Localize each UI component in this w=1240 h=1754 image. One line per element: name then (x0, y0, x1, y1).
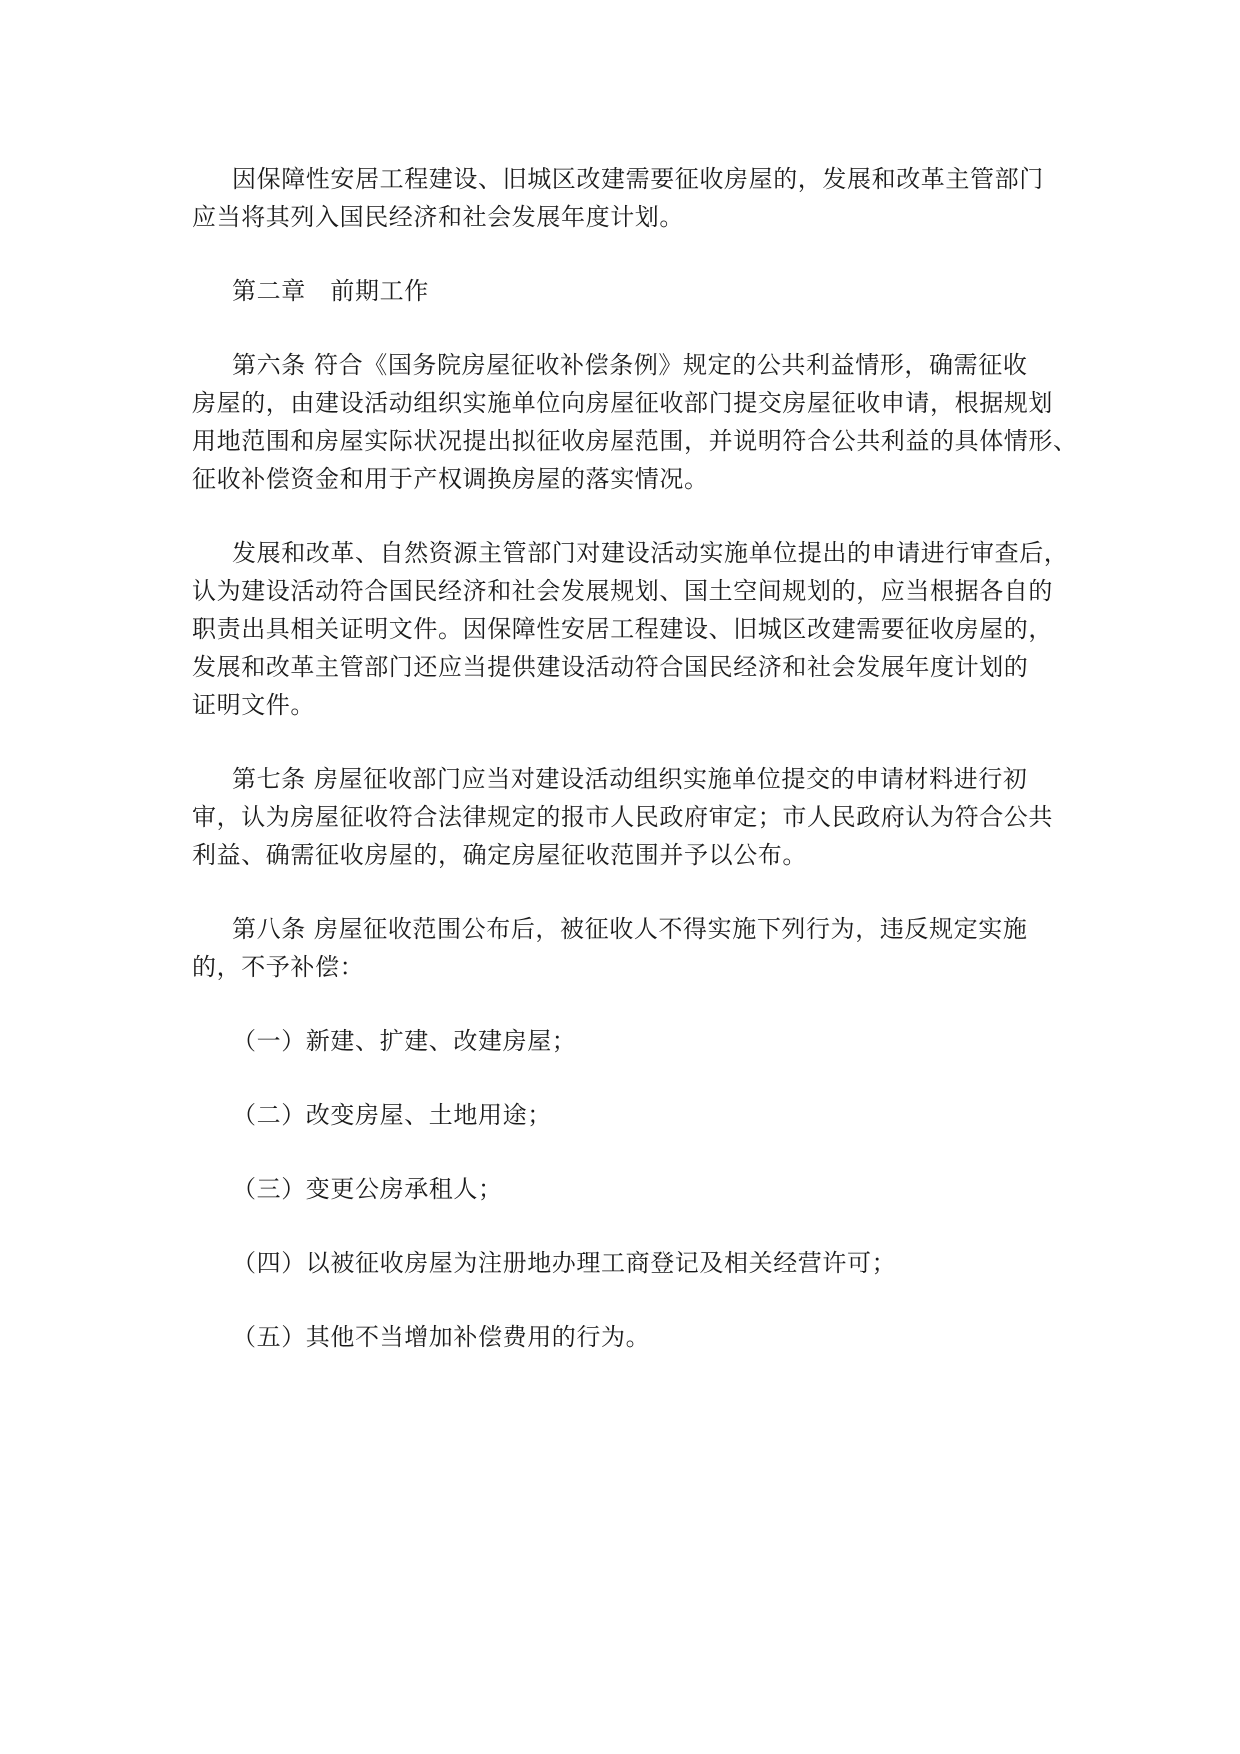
paragraph-line: 用地范围和房屋实际状况提出拟征收房屋范围，并说明符合公共利益的具体情形、 (192, 427, 1078, 455)
paragraph-line: 发展和改革、自然资源主管部门对建设活动实施单位提出的申请进行审查后， (232, 539, 1069, 567)
paragraph-line: 第八条 房屋征收范围公布后，被征收人不得实施下列行为，违反规定实施 (232, 915, 1028, 943)
paragraph-line: 征收补偿资金和用于产权调换房屋的落实情况。 (192, 465, 709, 493)
paragraph-line: 的，不予补偿： (192, 953, 365, 981)
chapter-title: 第二章 前期工作 (232, 277, 429, 305)
document-body (192, 160, 1078, 1392)
paragraph-line: 因保障性安居工程建设、旧城区改建需要征收房屋的，发展和改革主管部门 (232, 165, 1044, 193)
list-item-4 (192, 1244, 1052, 1282)
paragraph-line: 认为建设活动符合国民经济和社会发展规划、国土空间规划的，应当根据各自的 (192, 577, 1053, 605)
chapter-heading (192, 272, 1052, 310)
paragraph-review (192, 534, 1069, 724)
paragraph-line: 第六条 符合《国务院房屋征收补偿条例》规定的公共利益情形，确需征收 (232, 351, 1028, 379)
paragraph-line: 证明文件。 (192, 691, 315, 719)
list-item-2 (192, 1096, 1052, 1134)
list-item-text: （三）变更公房承租人； (232, 1175, 503, 1203)
list-item-3 (192, 1170, 1052, 1208)
list-item-text: （一）新建、扩建、改建房屋； (232, 1027, 577, 1055)
article-8 (192, 910, 1052, 986)
paragraph-line: 职责出具相关证明文件。因保障性安居工程建设、旧城区改建需要征收房屋的， (192, 615, 1053, 643)
paragraph-line: 利益、确需征收房屋的，确定房屋征收范围并予以公布。 (192, 841, 807, 869)
list-item-text: （五）其他不当增加补偿费用的行为。 (232, 1323, 651, 1351)
list-item-text: （二）改变房屋、土地用途； (232, 1101, 552, 1129)
list-item-1 (192, 1022, 1052, 1060)
paragraph-line: 第七条 房屋征收部门应当对建设活动组织实施单位提交的申请材料进行初 (232, 765, 1028, 793)
list-item-text: （四）以被征收房屋为注册地办理工商登记及相关经营许可； (232, 1249, 897, 1277)
article-7 (192, 760, 1052, 874)
paragraph-line: 发展和改革主管部门还应当提供建设活动符合国民经济和社会发展年度计划的 (192, 653, 1029, 681)
paragraph-annual-plan (192, 160, 1052, 236)
paragraph-line: 应当将其列入国民经济和社会发展年度计划。 (192, 203, 684, 231)
article-6 (192, 346, 1078, 498)
paragraph-line: 审，认为房屋征收符合法律规定的报市人民政府审定；市人民政府认为符合公共 (192, 803, 1053, 831)
paragraph-line: 房屋的，由建设活动组织实施单位向房屋征收部门提交房屋征收申请，根据规划 (192, 389, 1053, 417)
list-item-5 (192, 1318, 1052, 1356)
